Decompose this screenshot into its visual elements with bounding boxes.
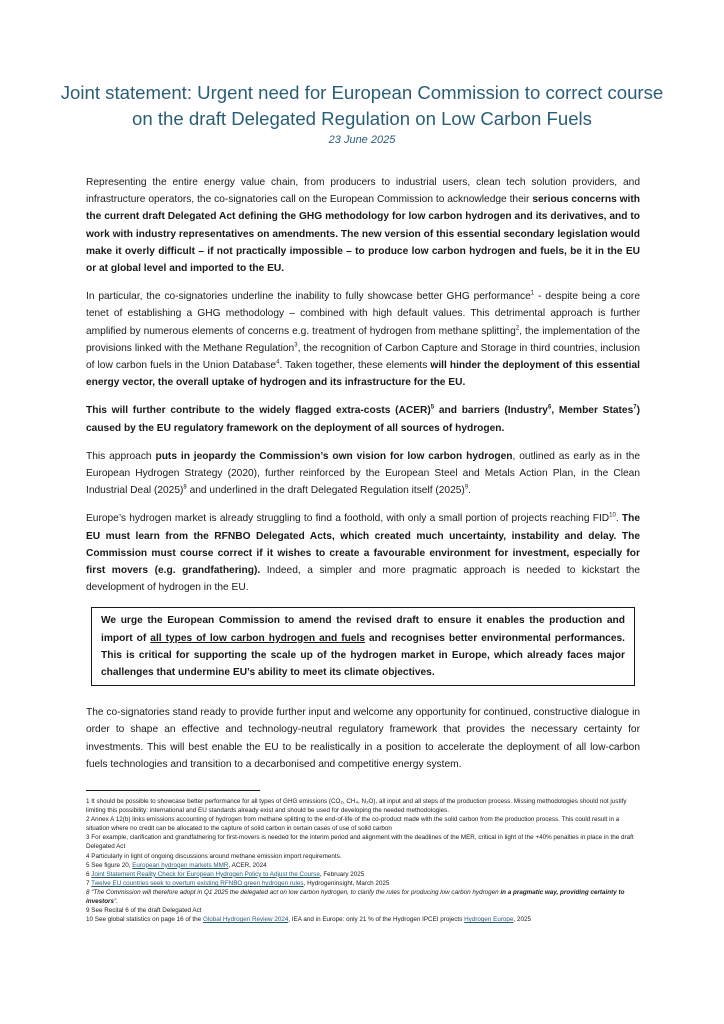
footnote-link[interactable]: Twelve EU countries seek to overturn existing RFNBO green hydrogen rules xyxy=(91,879,304,887)
paragraph-2: In particular, the co-signatories underline the inability to fully showcase better GHG performance$^1$ - despite being a core tenet of establishing a GHG methodology – combined with high default values. This detrimental approach is further amplified by numerous elements of concerns e.g. treatment of hydrogen from methane splitting$^2$, the implementation of the provisions linked with the Methane Regulation$^3$, the recognition of Carbon Capture and Storage in third countries, inclusion of low carbon fuels in the Union Database$^4$. Taken together, these elements will hinder the deployment of this essential energy vector, the overall uptake of hydrogen and its infrastructure for the EU. xyxy=(86,290,641,389)
footnote-6: 6 Joint Statement Reality Check for European Hydrogen Policy to Adjust the Course, February 2025 xyxy=(86,870,365,878)
paragraph-5: Europe’s hydrogen market is already struggling to find a foothold, with only a small portion of projects reaching FID$^{10}$. The EU must learn from the RFNBO Delegated Acts, which created much uncertainty, instability and delay. The Commission must course correct if it wishes to create a favourable environment for investment, especially for first movers (e.g. grandfathering). Indeed, a simpler and more pragmatic approach is needed to kickstart the development of hydrogen in the EU. xyxy=(86,513,640,594)
footnote-ref: 4 xyxy=(276,359,280,366)
document-title: Joint statement: Urgent need for European Commission to correct course on the draft Delegated Regulation on Low Carbon Fuels xyxy=(60,82,664,129)
footnote-8: 8 “The Commission will therefore adopt in Q1 2025 the delegated act on low carbon hydrogen, to clarify the rules for producing low carbon hydrogen in a pragmatic way, providing certainty to investors”. xyxy=(86,888,625,906)
footnote-ref: 10 xyxy=(609,513,616,520)
paragraph-4: This approach puts in jeopardy the Commission’s own vision for low carbon hydrogen, outlined as early as in the European Hydrogen Strategy (2020), further reinforced by the European Steel and Metals Action Plan, in the Clean Industrial Deal $(2025)^8$ and underlined in the draft Delegated Regulation itself $(2025)^9$. xyxy=(86,450,640,497)
footnote-link[interactable]: Global Hydrogen Review 2024 xyxy=(202,916,289,924)
footnote-link[interactable]: Joint Statement Reality Check for European Hydrogen Policy to Adjust the Course xyxy=(91,870,320,878)
document-date: 23 June 2025 xyxy=(328,134,396,146)
footnote-ref: 5 xyxy=(430,405,435,412)
footnote-2: 2 Annex A 12(b) links emissions accounting of hydrogen from methane splitting to the end-of-life of the co-product made with the solid carbon from the production process. This could result in a situation where no credit can be allocated to the capture of solid carbon in certain cases of use of solid carbon xyxy=(86,816,620,833)
footnote-ref: 9 xyxy=(464,484,469,491)
footnote-5: 5 See figure 20, European hydrogen markets MMR, ACER, 2024 xyxy=(86,861,267,869)
document-body xyxy=(86,174,640,784)
footnote-ref: 6 xyxy=(547,405,552,412)
footnote-1: 1 It should be possible to showcase better performance for all types of GHG emissions (CO₂, CH₄, N₂O), all input and all steps of the production process. Missing methodologies should not justify limiting this possibility: international and EU standards already exist and should be used for developing the needed methodologies. xyxy=(86,798,627,815)
footnote-ref: 3 xyxy=(294,342,298,349)
footnote-link[interactable]: Hydrogen Europe xyxy=(464,916,514,924)
paragraph-1: Representing the entire energy value chain, from producers to industrial users, clean tech solution providers, and infrastructure operators, the co-signatories call on the European Commission to acknowledge their serious concerns with the current draft Delegated Act defining the GHG methodology for low carbon hydrogen and its derivatives, and to work with industry representatives on amendments. The new version of this essential secondary legislation would make it overly difficult – if not practically impossible – to produce low carbon hydrogen and fuels, be it in the EU or at global level and imported to the EU. xyxy=(86,177,640,275)
footnote-ref: 7 xyxy=(633,405,637,412)
footnote-ref: 1 xyxy=(530,290,535,297)
footnote-7: 7 Twelve EU countries seek to overturn existing RFNBO green hydrogen rules, Hydrogeninsight, March 2025 xyxy=(86,879,390,887)
footnote-9: 9 See Recital 6 of the draft Delegated Act xyxy=(86,907,202,915)
callout-text: We urge the European Commission to amend the revised draft to ensure it enables the production and import of all types of low carbon hydrogen and fuels and recognises better environmental performances. This is critical for supporting the scale up of the hydrogen market in Europe, which already faces major challenges that undermine EU’s ability to meet its climate objectives. xyxy=(101,615,626,679)
paragraph-6: The co-signatories stand ready to provide further input and welcome any opportunity for continued, constructive dialogue in order to shape an effective and technology-neutral regulatory framework that provides the necessary certainty for investments. This will best enable the EU to be realistically in a position to accelerate the deployment of all low-carbon fuels technologies and transition to a decarbonised and competitive energy system. xyxy=(86,707,640,770)
footnote-10: 10 See global statistics on page 16 of the Global Hydrogen Review 2024, IEA and in Europe: only 21 % of the Hydrogen IPCEI projects Hydrogen Europe, 2025 xyxy=(86,916,531,924)
footnotes xyxy=(86,797,640,924)
footnote-3: 3 For example, clarification and grandfathering for first-movers is needed for the interim period and alignment with the deadlines of the MER, critical in light of the +40% penalties in place in the draft Delegated Act xyxy=(86,834,634,851)
footnote-4: 4 Particularly in light of ongoing discussions around methane emission import requirements. xyxy=(86,852,342,860)
footnote-divider xyxy=(86,790,260,791)
footnote-ref: 2 xyxy=(515,325,520,332)
footnote-ref: 8 xyxy=(183,484,187,491)
callout-box xyxy=(91,607,635,686)
paragraph-3: This will further contribute to the widely flagged extra-costs (ACER)$^5$ and barriers (Industry$^6$, Member States$^7$) caused by the EU regulatory framework on the deployment of all sources of hydrogen. xyxy=(86,405,640,434)
footnote-link[interactable]: European hydrogen markets MMR xyxy=(132,861,229,869)
